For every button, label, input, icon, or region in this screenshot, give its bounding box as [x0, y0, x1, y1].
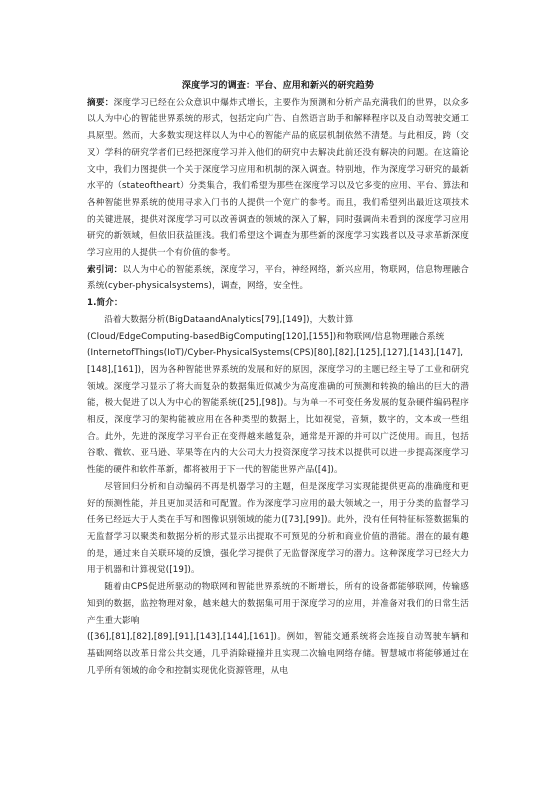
intro-paragraph-3: 随着由CPS促进所驱动的物联网和智能世界系统的不断增长，所有的设备都能够联网，传输感知到的数据，监控物理对象，越来越大的数据集可用于深度学习的应用，并准备对我们的日常生活产生重大影响: [87, 582, 469, 626]
intro-paragraph-1-body: (InternetofThings(IoT)/Cyber-PhysicalSystems(CPS)[80],[82],[125],[127],[143],[147],[148],[161])，因为各种智能世界系统的发展和好的原因，深度学习的主题已经主导了工业和研究领域。深度学习显示了将大而复杂的数据集近似减少为高度准确的可预测和转换的输出的巨大的潜能，极大促进了以人为中心的智能系统([25],[98])。与为单一不可变任务发展的复杂硬件编码程序相反，深度学习的架构能被应用在各种类型的数据上，比如视觉，音频，数字的，文本或一些组合。此外，先进的深度学习平台正在变得越来越复杂，通常是开源的并可以广泛使用。而且，包括谷歌、微软、亚马逊、苹果等在内的大公司大力投资深度学习技术以提供可以进一步提高深度学习性能的硬件和软件革新，都将被用于下一代的智能世界产品([4])。: [87, 348, 469, 476]
keywords-label: 索引词：: [87, 264, 123, 275]
abstract-text: 深度学习已经在公众意识中爆炸式增长，主要作为预测和分析产品充满我们的世界，以众多以人为中心的智能世界系统的形式，包括定向广告、自然语言助手和解释程序以及自动驾驶交通工具原型。然而，大多数实现这样以人为中心的智能产品的底层机制依然不清楚。与此相反，跨（交叉）学科的研究学者们已经把深度学习并入他们的研究中去解决此前还没有解决的问题。在这篇论文中，我们力图提供一个关于深度学习应用和机制的深入调查。特别地，作为深度学习研究的最新水平的（stateoftheart）分类集合，我们希望为那些在深度学习以及它多变的应用、平台、算法和各种智能世界系统的使用寻求入门书的人提供一个宽广的参考。而且，我们希望列出最近这项技术的关键进展，提供对深度学习可以改善调查的领域的深入了解，同时强调尚未看到的深度学习应用研究的新领域，但依旧获益匪浅。我们希望这个调查为那些新的深度学习实践者以及寻求革新深度学习应用的人提供一个有价值的参考。: [87, 97, 469, 259]
intro-paragraph-1-line-2: (Cloud/EdgeComputing-basedBigComputing[120],[155])和物联网/信息物理融合系统: [87, 331, 445, 342]
page-title: 深度学习的调查：平台、应用和新兴的研究趋势: [181, 81, 375, 91]
document-body: [87, 78, 469, 679]
abstract-label: 摘要：: [87, 97, 114, 108]
keywords-text: 以人为中心的智能系统，深度学习，平台，神经网络，新兴应用，物联网，信息物理融合系统(cyber-physicalsystems)，调查，网络，安全性。: [87, 264, 469, 292]
abstract: [87, 95, 469, 262]
section-heading: 1.简介：: [87, 298, 123, 309]
intro-paragraph-2: 尽管回归分析和自动编码不再是机器学习的主题，但是深度学习实现能提供更高的准确度和更好的预测性能，并且更加灵活和可配置。作为深度学习应用的最大领域之一，用于分类的监督学习任务已经远大于人类在手写和图像识别领域的能力([73],[99])。此外，没有任何特征标签数据集的无监督学习以聚类和数据分析的形式显示出提取不可预见的分析和商业价值的潜能。潜在的最有趣的是，通过来自关联环境的反馈，强化学习提供了无监督深度学习的潜力。这种深度学习已经大力用于机器和计算视觉([19])。: [87, 481, 469, 576]
intro-paragraph-3-continued: ([36],[81],[82],[89],[91],[143],[144],[161])。例如，智能交通系统将会连接自动驾驶车辆和基础网络以改革日常公共交通，几乎消除碰撞并且实现二次输电网络存储。智慧城市将能够通过在几乎所有领域的命令和控制实现优化资源管理，从电: [87, 632, 469, 676]
intro-paragraph-1-line-1: 沿着大数据分析(BigDataandAnalytics[79],[149])，大数计算: [104, 314, 354, 325]
keywords: [87, 262, 469, 295]
